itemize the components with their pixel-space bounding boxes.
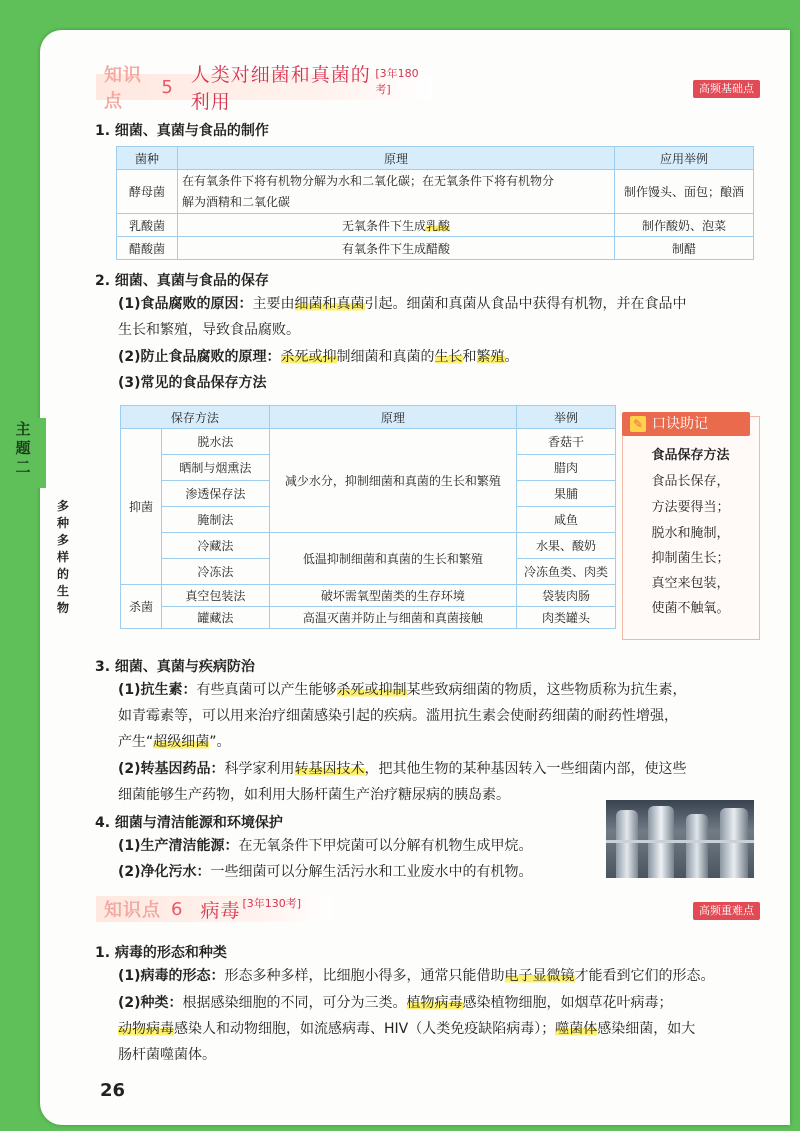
label: (2)防止食品腐败的原理： bbox=[118, 349, 281, 365]
cell-method: 渗透保存法 bbox=[162, 481, 270, 507]
cell-species: 醋酸菌 bbox=[117, 237, 178, 260]
label: (1)食品腐败的原因： bbox=[118, 296, 253, 312]
section2-heading: 2. 细菌、真菌与食品的保存 bbox=[95, 273, 269, 289]
col-principle: 原理 bbox=[178, 147, 615, 170]
highlight: 杀死或抑 bbox=[280, 349, 337, 365]
highlight: 细菌和真菌 bbox=[294, 296, 365, 312]
cell-species: 酵母菌 bbox=[117, 170, 178, 214]
cell-method: 冷冻法 bbox=[162, 559, 270, 585]
text: 有些真菌可以产生能够 bbox=[196, 682, 337, 698]
text: 某些致病细菌的物质，这些物质称为抗生素， bbox=[406, 682, 687, 698]
section3-heading: 3. 细菌、真菌与疾病防治 bbox=[95, 659, 255, 675]
section1-heading: 1. 细菌、真菌与食品的制作 bbox=[95, 123, 269, 139]
mnemonic-line: 脱水和腌制， bbox=[651, 526, 730, 541]
kp5-badge: 高频基础点 bbox=[693, 80, 760, 98]
mnemonic-title: 口诀助记 bbox=[652, 416, 708, 432]
cell-method: 真空包装法 bbox=[162, 585, 270, 607]
section2-paragraph1-cont: 生长和繁殖，导致食品腐败。 bbox=[118, 322, 300, 338]
table-row bbox=[121, 533, 616, 559]
label: (1)生产清洁能源： bbox=[118, 838, 239, 854]
label: (2)净化污水： bbox=[118, 864, 211, 880]
table-row bbox=[121, 429, 616, 455]
cell-principle: 高温灭菌并防止与细菌和真菌接触 bbox=[269, 607, 516, 629]
section3-paragraph1 bbox=[118, 678, 758, 703]
label: (2)种类： bbox=[118, 995, 183, 1011]
virus-paragraph2 bbox=[118, 991, 758, 1016]
section3-paragraph1-cont: 如青霉素等，可以用来治疗细菌感染引起的疾病。滥用抗生素会使耐药细菌的耐药性增强， bbox=[118, 708, 678, 724]
cell-example: 冷冻鱼类、肉类 bbox=[517, 559, 616, 585]
highlight: 动物病毒 bbox=[118, 1021, 174, 1037]
cell-method: 冷藏法 bbox=[162, 533, 270, 559]
virus-paragraph2-cont bbox=[118, 1017, 758, 1042]
virus-paragraph1 bbox=[118, 964, 758, 989]
cell-principle: 减少水分，抑制细菌和真菌的生长和繁殖 bbox=[269, 429, 516, 533]
cell-example: 咸鱼 bbox=[517, 507, 616, 533]
text: ，把其他生物的某种基因转入一些细菌内部，使这些 bbox=[364, 761, 687, 777]
text: 形态多种多样，比细胞小得多，通常只能借助 bbox=[224, 968, 505, 984]
highlight: 植物病毒 bbox=[406, 995, 463, 1011]
kp5-title: 人类对细菌和真菌的利用 bbox=[190, 64, 371, 113]
cell-application: 制醋 bbox=[615, 237, 754, 260]
mnemonic-line: 食品保存方法 bbox=[651, 448, 730, 463]
text: 制细菌和真菌的 bbox=[336, 349, 435, 365]
label: (2)转基因药品： bbox=[118, 761, 225, 777]
cell-example: 香菇干 bbox=[517, 429, 616, 455]
label: (3)常见的食品保存方法 bbox=[118, 375, 267, 391]
text: 才能看到它们的形态。 bbox=[574, 968, 715, 984]
highlight: 超级细菌 bbox=[153, 734, 210, 750]
text: 感染植物细胞，如烟草花叶病毒； bbox=[462, 995, 673, 1011]
kp6-exam-count: [3年130考] bbox=[242, 897, 302, 910]
section4-paragraph1 bbox=[118, 834, 598, 859]
cell-example: 肉类罐头 bbox=[517, 607, 616, 629]
cell-principle bbox=[178, 214, 615, 237]
mnemonic-line: 方法要得当； bbox=[651, 500, 730, 515]
cell-method: 脱水法 bbox=[162, 429, 270, 455]
mnemonic-line: 真空来包装， bbox=[651, 576, 730, 591]
cell-application: 制作馒头、面包；酿酒 bbox=[615, 170, 754, 214]
text: ”。 bbox=[209, 734, 231, 750]
page-number: 26 bbox=[100, 1080, 126, 1101]
col-species: 菌种 bbox=[117, 147, 178, 170]
table-row bbox=[117, 237, 754, 260]
cell-application: 制作酸奶、泡菜 bbox=[615, 214, 754, 237]
text: 和 bbox=[462, 349, 477, 365]
label: (1)病毒的形态： bbox=[118, 968, 225, 984]
mnemonic-line: 使菌不触氧。 bbox=[651, 601, 730, 616]
text: 产生“ bbox=[118, 734, 154, 750]
text: 科学家利用 bbox=[224, 761, 295, 777]
table-row bbox=[121, 607, 616, 629]
text: 感染人和动物细胞，如流感病毒、HIV（人类免疫缺陷病毒）； bbox=[174, 1021, 556, 1037]
section3-paragraph1-end bbox=[118, 730, 758, 755]
text: 根据感染细胞的不同，可分为三类。 bbox=[182, 995, 407, 1011]
principle-line: 在有氧条件下将有机物分解为水和二氧化碳；在无氧条件下将有机物分 bbox=[182, 173, 555, 188]
group-inhibit: 抑菌 bbox=[121, 429, 162, 585]
preservation-table bbox=[120, 405, 616, 629]
cell-principle: 破坏需氧型菌类的生存环境 bbox=[269, 585, 516, 607]
text: 在无氧条件下甲烷菌可以分解有机物生成甲烷。 bbox=[238, 838, 533, 854]
mnemonic-header bbox=[622, 412, 750, 436]
kp5-exam-count: [3年180考] bbox=[375, 67, 419, 96]
highlight: 乳酸 bbox=[426, 218, 451, 233]
cell-principle bbox=[178, 170, 615, 214]
kp6-number: 6 bbox=[171, 898, 183, 920]
virus-section-heading: 1. 病毒的形态和种类 bbox=[95, 945, 227, 961]
cell-species: 乳酸菌 bbox=[117, 214, 178, 237]
section2-paragraph3 bbox=[118, 371, 758, 396]
kp6-title: 病毒 bbox=[200, 899, 241, 922]
cell-example: 袋装肉肠 bbox=[517, 585, 616, 607]
table-row bbox=[117, 214, 754, 237]
fermentation-tanks-photo bbox=[606, 800, 754, 878]
cell-example: 腊肉 bbox=[517, 455, 616, 481]
col-method: 保存方法 bbox=[121, 406, 270, 429]
highlight: 繁殖 bbox=[476, 349, 505, 365]
text: 感染细菌，如大 bbox=[597, 1021, 696, 1037]
cell-principle: 有氧条件下生成醋酸 bbox=[178, 237, 615, 260]
section3-paragraph2 bbox=[118, 757, 758, 782]
mnemonic-line: 抑制菌生长； bbox=[651, 551, 730, 566]
col-principle: 原理 bbox=[269, 406, 516, 429]
kp5-header bbox=[96, 64, 432, 113]
principle-line: 解为酒精和二氧化碳 bbox=[182, 194, 291, 209]
text: 引起。细菌和真菌从食品中获得有机物，并在食品中 bbox=[364, 296, 687, 312]
topic-label: 主题二 bbox=[15, 420, 31, 476]
cell-method: 罐藏法 bbox=[162, 607, 270, 629]
section3-paragraph2-cont: 细菌能够生产药物，如利用大肠杆菌生产治疗糖尿病的胰岛素。 bbox=[118, 787, 510, 803]
highlight: 生长 bbox=[434, 349, 463, 365]
cell-method: 腌制法 bbox=[162, 507, 270, 533]
topic-subtitle: 多种多样的生物 bbox=[56, 499, 69, 615]
col-example: 举例 bbox=[517, 406, 616, 429]
kp6-tag: 知识点 bbox=[104, 900, 161, 921]
col-application: 应用举例 bbox=[615, 147, 754, 170]
table-row bbox=[121, 585, 616, 607]
text: 一些细菌可以分解生活污水和工业废水中的有机物。 bbox=[210, 864, 533, 880]
highlight: 转基因技术 bbox=[294, 761, 365, 777]
pencil-icon: ✎ bbox=[630, 416, 646, 432]
section2-paragraph2 bbox=[118, 345, 758, 370]
fermentation-table bbox=[116, 146, 754, 260]
kp6-badge: 高频重难点 bbox=[693, 902, 760, 920]
section4-heading: 4. 细菌与清洁能源和环境保护 bbox=[95, 815, 283, 831]
cell-example: 水果、酸奶 bbox=[517, 533, 616, 559]
kp5-number: 5 bbox=[161, 76, 173, 98]
cell-example: 果脯 bbox=[517, 481, 616, 507]
principle-text: 无氧条件下生成 bbox=[341, 218, 426, 233]
highlight: 杀死或抑制 bbox=[336, 682, 407, 698]
label: (1)抗生素： bbox=[118, 682, 197, 698]
section4-paragraph2 bbox=[118, 860, 598, 885]
mnemonic-line: 食品长保存， bbox=[651, 474, 730, 489]
kp5-tag: 知识点 bbox=[104, 65, 142, 112]
section2-paragraph1 bbox=[118, 292, 758, 317]
highlight: 电子显微镜 bbox=[504, 968, 575, 984]
virus-paragraph2-end: 肠杆菌噬菌体。 bbox=[118, 1047, 216, 1063]
highlight: 噬菌体 bbox=[555, 1021, 598, 1037]
text: 主要由 bbox=[252, 296, 295, 312]
cell-method: 晒制与烟熏法 bbox=[162, 455, 270, 481]
text: 。 bbox=[504, 349, 519, 365]
kp6-header bbox=[96, 896, 332, 922]
table-row bbox=[117, 170, 754, 214]
group-kill: 杀菌 bbox=[121, 585, 162, 629]
cell-principle: 低温抑制细菌和真菌的生长和繁殖 bbox=[269, 533, 516, 585]
